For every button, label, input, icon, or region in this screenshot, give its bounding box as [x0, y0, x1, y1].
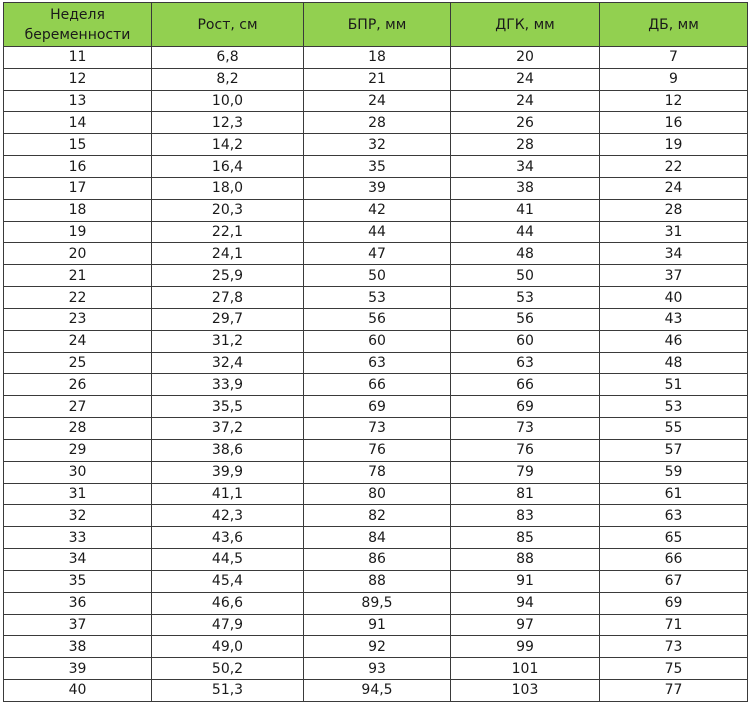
table-row	[4, 156, 748, 178]
cell-dgk: 101	[451, 658, 600, 680]
cell-dgk: 41	[451, 199, 600, 221]
cell-bpr: 24	[304, 90, 451, 112]
cell-height: 43,6	[152, 527, 304, 549]
cell-height: 41,1	[152, 483, 304, 505]
cell-week: 20	[4, 243, 152, 265]
cell-dgk: 24	[451, 68, 600, 90]
cell-week: 37	[4, 614, 152, 636]
table-row	[4, 439, 748, 461]
cell-db: 63	[600, 505, 748, 527]
table-row	[4, 177, 748, 199]
cell-bpr: 21	[304, 68, 451, 90]
cell-week: 17	[4, 177, 152, 199]
cell-bpr: 18	[304, 47, 451, 69]
cell-week: 32	[4, 505, 152, 527]
table-row	[4, 549, 748, 571]
table-row	[4, 614, 748, 636]
cell-dgk: 44	[451, 221, 600, 243]
cell-height: 10,0	[152, 90, 304, 112]
fetal-growth-table	[3, 2, 748, 702]
cell-dgk: 88	[451, 549, 600, 571]
header-height: Рост, см	[152, 3, 304, 47]
cell-week: 27	[4, 396, 152, 418]
table-header	[4, 3, 748, 47]
cell-bpr: 89,5	[304, 592, 451, 614]
cell-db: 73	[600, 636, 748, 658]
table-row	[4, 636, 748, 658]
table-container	[3, 2, 748, 702]
cell-height: 20,3	[152, 199, 304, 221]
table-row	[4, 658, 748, 680]
table-row	[4, 112, 748, 134]
cell-week: 40	[4, 680, 152, 702]
cell-dgk: 66	[451, 374, 600, 396]
cell-height: 39,9	[152, 461, 304, 483]
cell-bpr: 50	[304, 265, 451, 287]
cell-height: 8,2	[152, 68, 304, 90]
cell-week: 33	[4, 527, 152, 549]
cell-dgk: 63	[451, 352, 600, 374]
cell-bpr: 60	[304, 330, 451, 352]
table-row	[4, 308, 748, 330]
cell-dgk: 83	[451, 505, 600, 527]
cell-week: 26	[4, 374, 152, 396]
cell-week: 14	[4, 112, 152, 134]
cell-week: 30	[4, 461, 152, 483]
cell-week: 16	[4, 156, 152, 178]
table-row	[4, 287, 748, 309]
cell-height: 49,0	[152, 636, 304, 658]
cell-dgk: 60	[451, 330, 600, 352]
cell-dgk: 79	[451, 461, 600, 483]
cell-db: 65	[600, 527, 748, 549]
cell-bpr: 86	[304, 549, 451, 571]
cell-dgk: 48	[451, 243, 600, 265]
cell-bpr: 69	[304, 396, 451, 418]
cell-dgk: 97	[451, 614, 600, 636]
cell-bpr: 32	[304, 134, 451, 156]
cell-db: 48	[600, 352, 748, 374]
table-body	[4, 47, 748, 702]
cell-bpr: 44	[304, 221, 451, 243]
cell-week: 13	[4, 90, 152, 112]
table-row	[4, 505, 748, 527]
cell-db: 75	[600, 658, 748, 680]
cell-db: 40	[600, 287, 748, 309]
cell-week: 11	[4, 47, 152, 69]
cell-height: 14,2	[152, 134, 304, 156]
cell-height: 37,2	[152, 418, 304, 440]
cell-bpr: 42	[304, 199, 451, 221]
cell-bpr: 92	[304, 636, 451, 658]
cell-dgk: 103	[451, 680, 600, 702]
cell-week: 15	[4, 134, 152, 156]
cell-bpr: 63	[304, 352, 451, 374]
cell-dgk: 38	[451, 177, 600, 199]
cell-db: 46	[600, 330, 748, 352]
table-row	[4, 592, 748, 614]
table-row	[4, 461, 748, 483]
cell-dgk: 50	[451, 265, 600, 287]
cell-db: 9	[600, 68, 748, 90]
cell-bpr: 93	[304, 658, 451, 680]
cell-week: 28	[4, 418, 152, 440]
cell-db: 16	[600, 112, 748, 134]
table-row	[4, 221, 748, 243]
cell-height: 16,4	[152, 156, 304, 178]
cell-bpr: 53	[304, 287, 451, 309]
cell-height: 42,3	[152, 505, 304, 527]
cell-db: 61	[600, 483, 748, 505]
cell-week: 24	[4, 330, 152, 352]
cell-db: 34	[600, 243, 748, 265]
table-row	[4, 570, 748, 592]
cell-dgk: 69	[451, 396, 600, 418]
cell-height: 25,9	[152, 265, 304, 287]
table-row	[4, 47, 748, 69]
cell-height: 32,4	[152, 352, 304, 374]
cell-week: 19	[4, 221, 152, 243]
cell-height: 24,1	[152, 243, 304, 265]
cell-bpr: 84	[304, 527, 451, 549]
header-row	[4, 3, 748, 47]
cell-db: 43	[600, 308, 748, 330]
cell-week: 22	[4, 287, 152, 309]
cell-bpr: 94,5	[304, 680, 451, 702]
table-row	[4, 68, 748, 90]
cell-height: 27,8	[152, 287, 304, 309]
cell-db: 77	[600, 680, 748, 702]
table-row	[4, 90, 748, 112]
cell-dgk: 34	[451, 156, 600, 178]
table-row	[4, 396, 748, 418]
cell-week: 25	[4, 352, 152, 374]
cell-height: 35,5	[152, 396, 304, 418]
cell-dgk: 26	[451, 112, 600, 134]
cell-height: 46,6	[152, 592, 304, 614]
cell-week: 39	[4, 658, 152, 680]
table-row	[4, 199, 748, 221]
cell-bpr: 91	[304, 614, 451, 636]
cell-dgk: 53	[451, 287, 600, 309]
cell-dgk: 94	[451, 592, 600, 614]
cell-height: 31,2	[152, 330, 304, 352]
cell-height: 6,8	[152, 47, 304, 69]
cell-bpr: 78	[304, 461, 451, 483]
cell-bpr: 76	[304, 439, 451, 461]
cell-bpr: 47	[304, 243, 451, 265]
table-row	[4, 680, 748, 702]
table-row	[4, 418, 748, 440]
cell-db: 7	[600, 47, 748, 69]
cell-db: 22	[600, 156, 748, 178]
cell-dgk: 24	[451, 90, 600, 112]
table-row	[4, 330, 748, 352]
cell-dgk: 76	[451, 439, 600, 461]
cell-db: 31	[600, 221, 748, 243]
table-row	[4, 483, 748, 505]
table-row	[4, 374, 748, 396]
cell-bpr: 88	[304, 570, 451, 592]
cell-db: 57	[600, 439, 748, 461]
cell-height: 47,9	[152, 614, 304, 636]
cell-db: 24	[600, 177, 748, 199]
cell-dgk: 99	[451, 636, 600, 658]
table-row	[4, 243, 748, 265]
cell-week: 12	[4, 68, 152, 90]
cell-height: 29,7	[152, 308, 304, 330]
cell-db: 19	[600, 134, 748, 156]
cell-bpr: 35	[304, 156, 451, 178]
cell-height: 38,6	[152, 439, 304, 461]
cell-db: 51	[600, 374, 748, 396]
cell-bpr: 66	[304, 374, 451, 396]
cell-height: 50,2	[152, 658, 304, 680]
header-dgk: ДГК, мм	[451, 3, 600, 47]
cell-db: 53	[600, 396, 748, 418]
cell-week: 23	[4, 308, 152, 330]
cell-week: 34	[4, 549, 152, 571]
cell-height: 18,0	[152, 177, 304, 199]
cell-week: 35	[4, 570, 152, 592]
cell-db: 66	[600, 549, 748, 571]
cell-week: 38	[4, 636, 152, 658]
cell-bpr: 73	[304, 418, 451, 440]
cell-bpr: 39	[304, 177, 451, 199]
cell-dgk: 73	[451, 418, 600, 440]
cell-height: 12,3	[152, 112, 304, 134]
cell-db: 37	[600, 265, 748, 287]
cell-db: 12	[600, 90, 748, 112]
cell-dgk: 20	[451, 47, 600, 69]
cell-db: 69	[600, 592, 748, 614]
cell-week: 31	[4, 483, 152, 505]
cell-db: 67	[600, 570, 748, 592]
table-row	[4, 527, 748, 549]
table-row	[4, 134, 748, 156]
header-week: Неделя беременности	[4, 3, 152, 47]
cell-db: 55	[600, 418, 748, 440]
cell-height: 22,1	[152, 221, 304, 243]
table-row	[4, 352, 748, 374]
cell-bpr: 80	[304, 483, 451, 505]
cell-dgk: 56	[451, 308, 600, 330]
header-db: ДБ, мм	[600, 3, 748, 47]
cell-week: 36	[4, 592, 152, 614]
cell-db: 28	[600, 199, 748, 221]
cell-dgk: 85	[451, 527, 600, 549]
cell-week: 18	[4, 199, 152, 221]
cell-height: 51,3	[152, 680, 304, 702]
cell-height: 44,5	[152, 549, 304, 571]
cell-week: 21	[4, 265, 152, 287]
cell-height: 33,9	[152, 374, 304, 396]
table-row	[4, 265, 748, 287]
cell-dgk: 28	[451, 134, 600, 156]
cell-height: 45,4	[152, 570, 304, 592]
cell-week: 29	[4, 439, 152, 461]
header-bpr: БПР, мм	[304, 3, 451, 47]
cell-bpr: 28	[304, 112, 451, 134]
cell-db: 59	[600, 461, 748, 483]
cell-bpr: 56	[304, 308, 451, 330]
cell-bpr: 82	[304, 505, 451, 527]
cell-dgk: 91	[451, 570, 600, 592]
cell-db: 71	[600, 614, 748, 636]
cell-dgk: 81	[451, 483, 600, 505]
